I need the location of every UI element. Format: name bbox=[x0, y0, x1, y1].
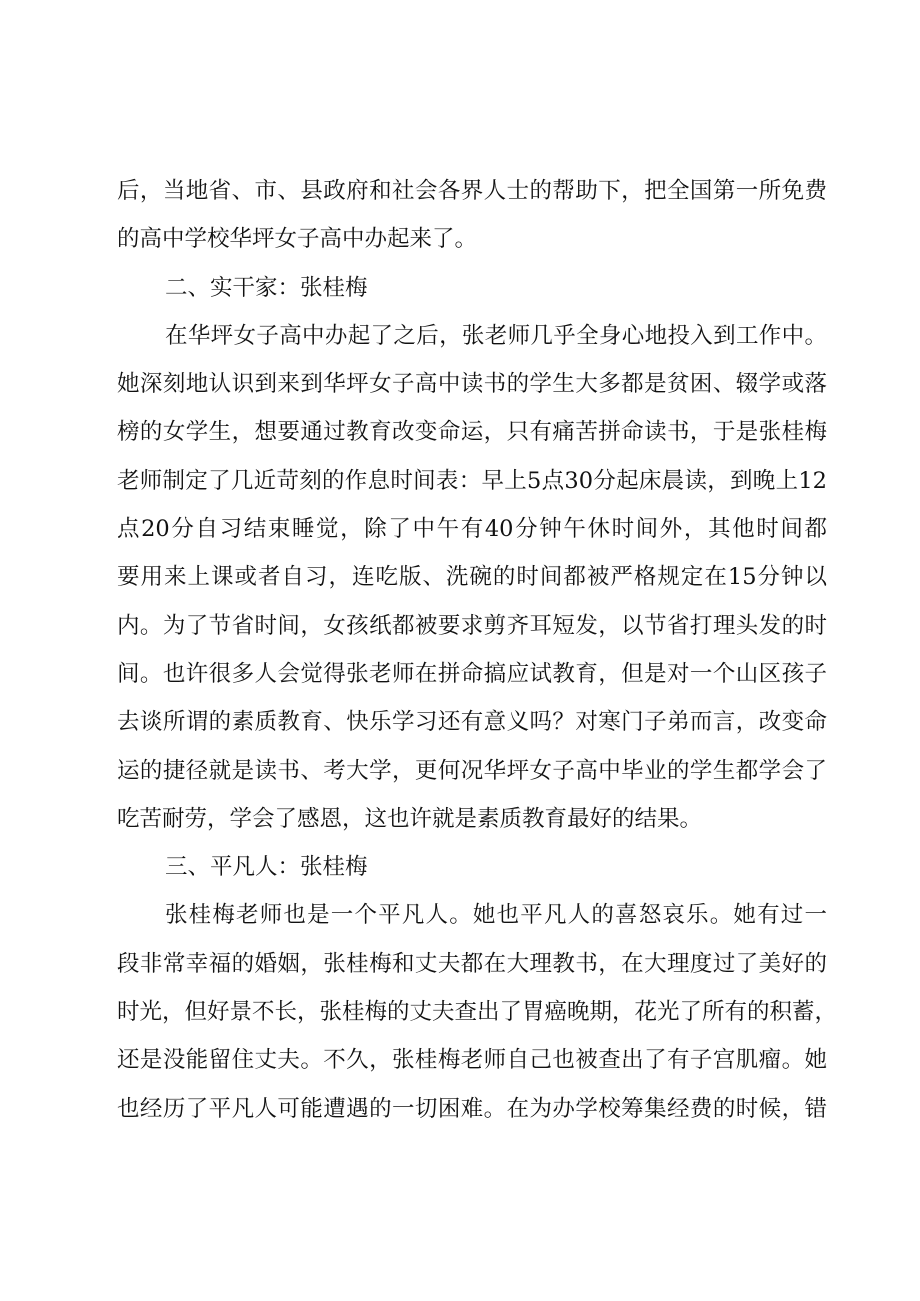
paragraph-pingfan bbox=[117, 891, 838, 1132]
section-heading-3 bbox=[117, 843, 827, 891]
text-line: 间。也许很多人会觉得张老师在拼命搞应试教育，但是对一个山区孩子 bbox=[117, 660, 827, 687]
text-line: 内。为了节省时间，女孩纸都被要求剪齐耳短发，以节省打理头发的时 bbox=[117, 612, 827, 639]
text-line: 后，当地省、市、县政府和社会各界人士的帮助下，把全国第一所免费 bbox=[117, 178, 827, 204]
text-line: 的高中学校华坪女子高中办起来了。 bbox=[117, 226, 478, 253]
text-line: 段非常幸福的婚姻，张桂梅和丈夫都在大理教书，在大理度过了美好的 bbox=[117, 950, 827, 977]
text-line: 去谈所谓的素质教育、快乐学习还有意义吗？对寒门子弟而言，改变命 bbox=[117, 709, 827, 736]
text-line: 在华坪女子高中办起了之后，张老师几乎全身心地投入到工作中。 bbox=[165, 322, 827, 349]
text-line: 时光，但好景不长，张桂梅的丈夫查出了胃癌晚期，花光了所有的积蓄， bbox=[117, 999, 838, 1026]
heading-line: 二、实干家：张桂梅 bbox=[165, 274, 368, 301]
paragraph-continued bbox=[117, 167, 827, 264]
text-line: 还是没能留住丈夫。不久，张桂梅老师自己也被查出了有子宫肌瘤。她 bbox=[117, 1047, 827, 1074]
text-line: 榜的女学生，想要通过教育改变命运，只有痛苦拼命读书，于是张桂梅 bbox=[117, 419, 827, 446]
text-line: 也经历了平凡人可能遭遇的一切困难。在为办学校筹集经费的时候，错 bbox=[117, 1095, 827, 1122]
text-line: 她深刻地认识到来到华坪女子高中读书的学生大多都是贫困、辍学或落 bbox=[117, 371, 827, 398]
paragraph-shigan bbox=[117, 312, 827, 843]
text-line: 要用来上课或者自习，连吃版、洗碗的时间都被严格规定在15分钟以 bbox=[117, 564, 827, 591]
document-page bbox=[117, 167, 838, 1133]
text-line: 点20分自习结束睡觉，除了中午有40分钟午休时间外，其他时间都 bbox=[117, 516, 827, 543]
text-line: 张桂梅老师也是一个平凡人。她也平凡人的喜怒哀乐。她有过一 bbox=[165, 902, 827, 929]
heading-line: 三、平凡人：张桂梅 bbox=[165, 854, 368, 881]
text-line: 老师制定了几近苛刻的作息时间表：早上5点30分起床晨读，到晚上12 bbox=[117, 467, 827, 494]
text-line: 运的捷径就是读书、考大学，更何况华坪女子高中毕业的学生都学会了 bbox=[117, 757, 827, 784]
section-heading-2 bbox=[117, 264, 827, 312]
text-line: 吃苦耐劳，学会了感恩，这也许就是素质教育最好的结果。 bbox=[117, 805, 703, 832]
